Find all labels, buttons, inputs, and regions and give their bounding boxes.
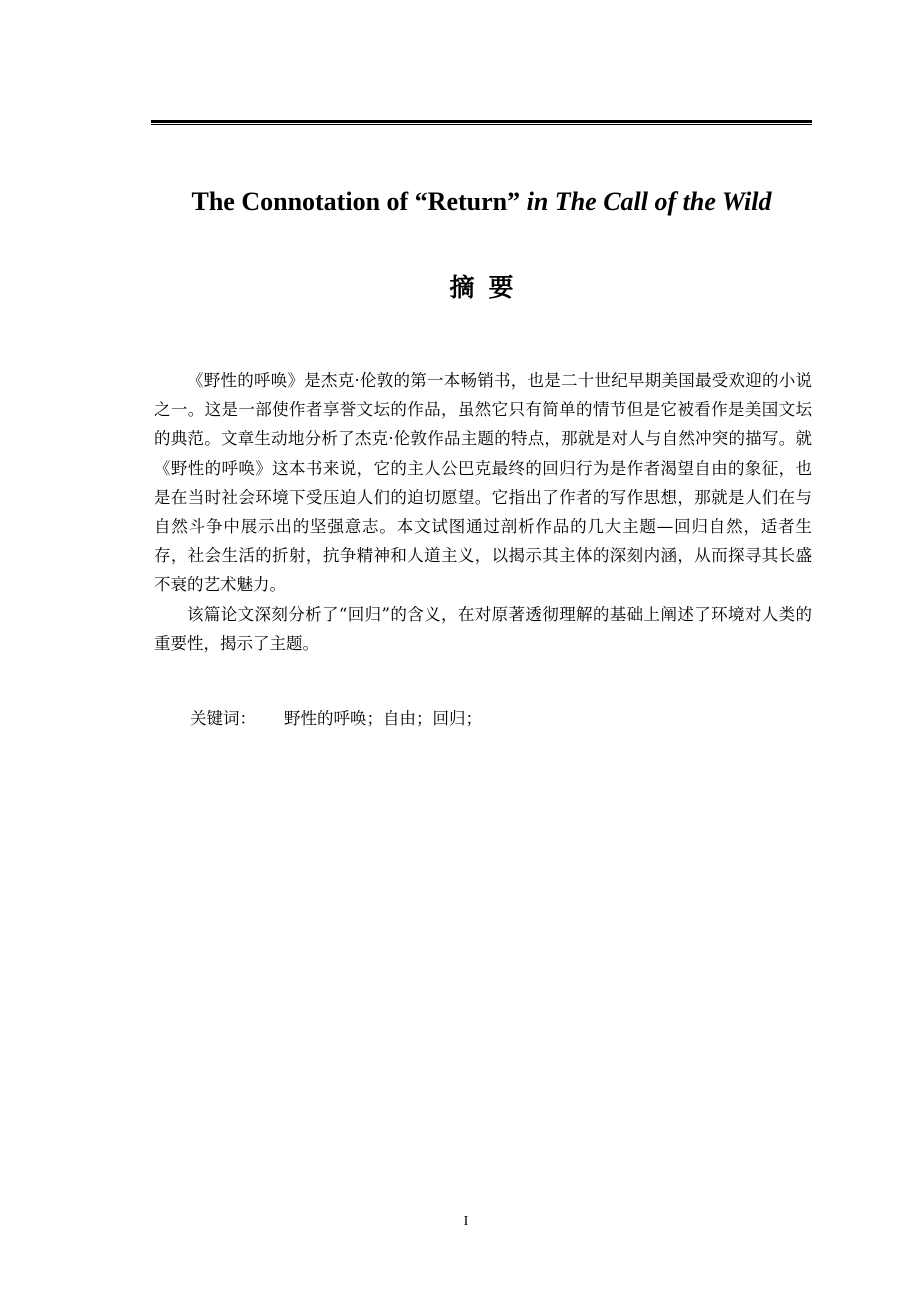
paper-title-regular: The Connotation of “Return” bbox=[191, 187, 527, 216]
keywords-values: 野性的呼唤；自由；回归； bbox=[284, 709, 482, 728]
abstract-paragraph-1: 《野性的呼唤》是杰克·伦敦的第一本畅销书，也是二十世纪早期美国最受欢迎的小说之一。这是一部使作者享誉文坛的作品，虽然它只有简单的情节但是它被看作是美国文坛的典范。文章生动地分析了杰克·伦敦作品主题的特点，那就是对人与自然冲突的描写。就《野性的呼唤》这本书来说，它的主人公巴克最终的回归行为是作者渴望自由的象征，也是在当时社会环境下受压迫人们的迫切愿望。它指出了作者的写作思想，那就是人们在与自然斗争中展示出的坚强意志。本文试图通过剖析作品的几大主题—回归自然，适者生存，社会生活的折射，抗争精神和人道主义，以揭示其主体的深刻内涵，从而探寻其长盛不衰的艺术魅力。 bbox=[154, 371, 812, 595]
page-number: I bbox=[463, 1214, 469, 1229]
keywords-line bbox=[190, 705, 482, 733]
header-rule-thin bbox=[151, 124, 812, 125]
abstract-body bbox=[154, 366, 812, 658]
abstract-heading: 摘要 bbox=[449, 273, 528, 302]
abstract-paragraph-2: 该篇论文深刻分析了“回归”的含义，在对原著透彻理解的基础上阐述了环境对人类的重要性，揭示了主题。 bbox=[154, 604, 812, 653]
paper-title-italic: in The Call of the Wild bbox=[526, 187, 772, 216]
header-rule-thick bbox=[151, 120, 812, 123]
paper-title bbox=[151, 184, 812, 220]
keywords-label: 关键词： bbox=[190, 709, 256, 728]
